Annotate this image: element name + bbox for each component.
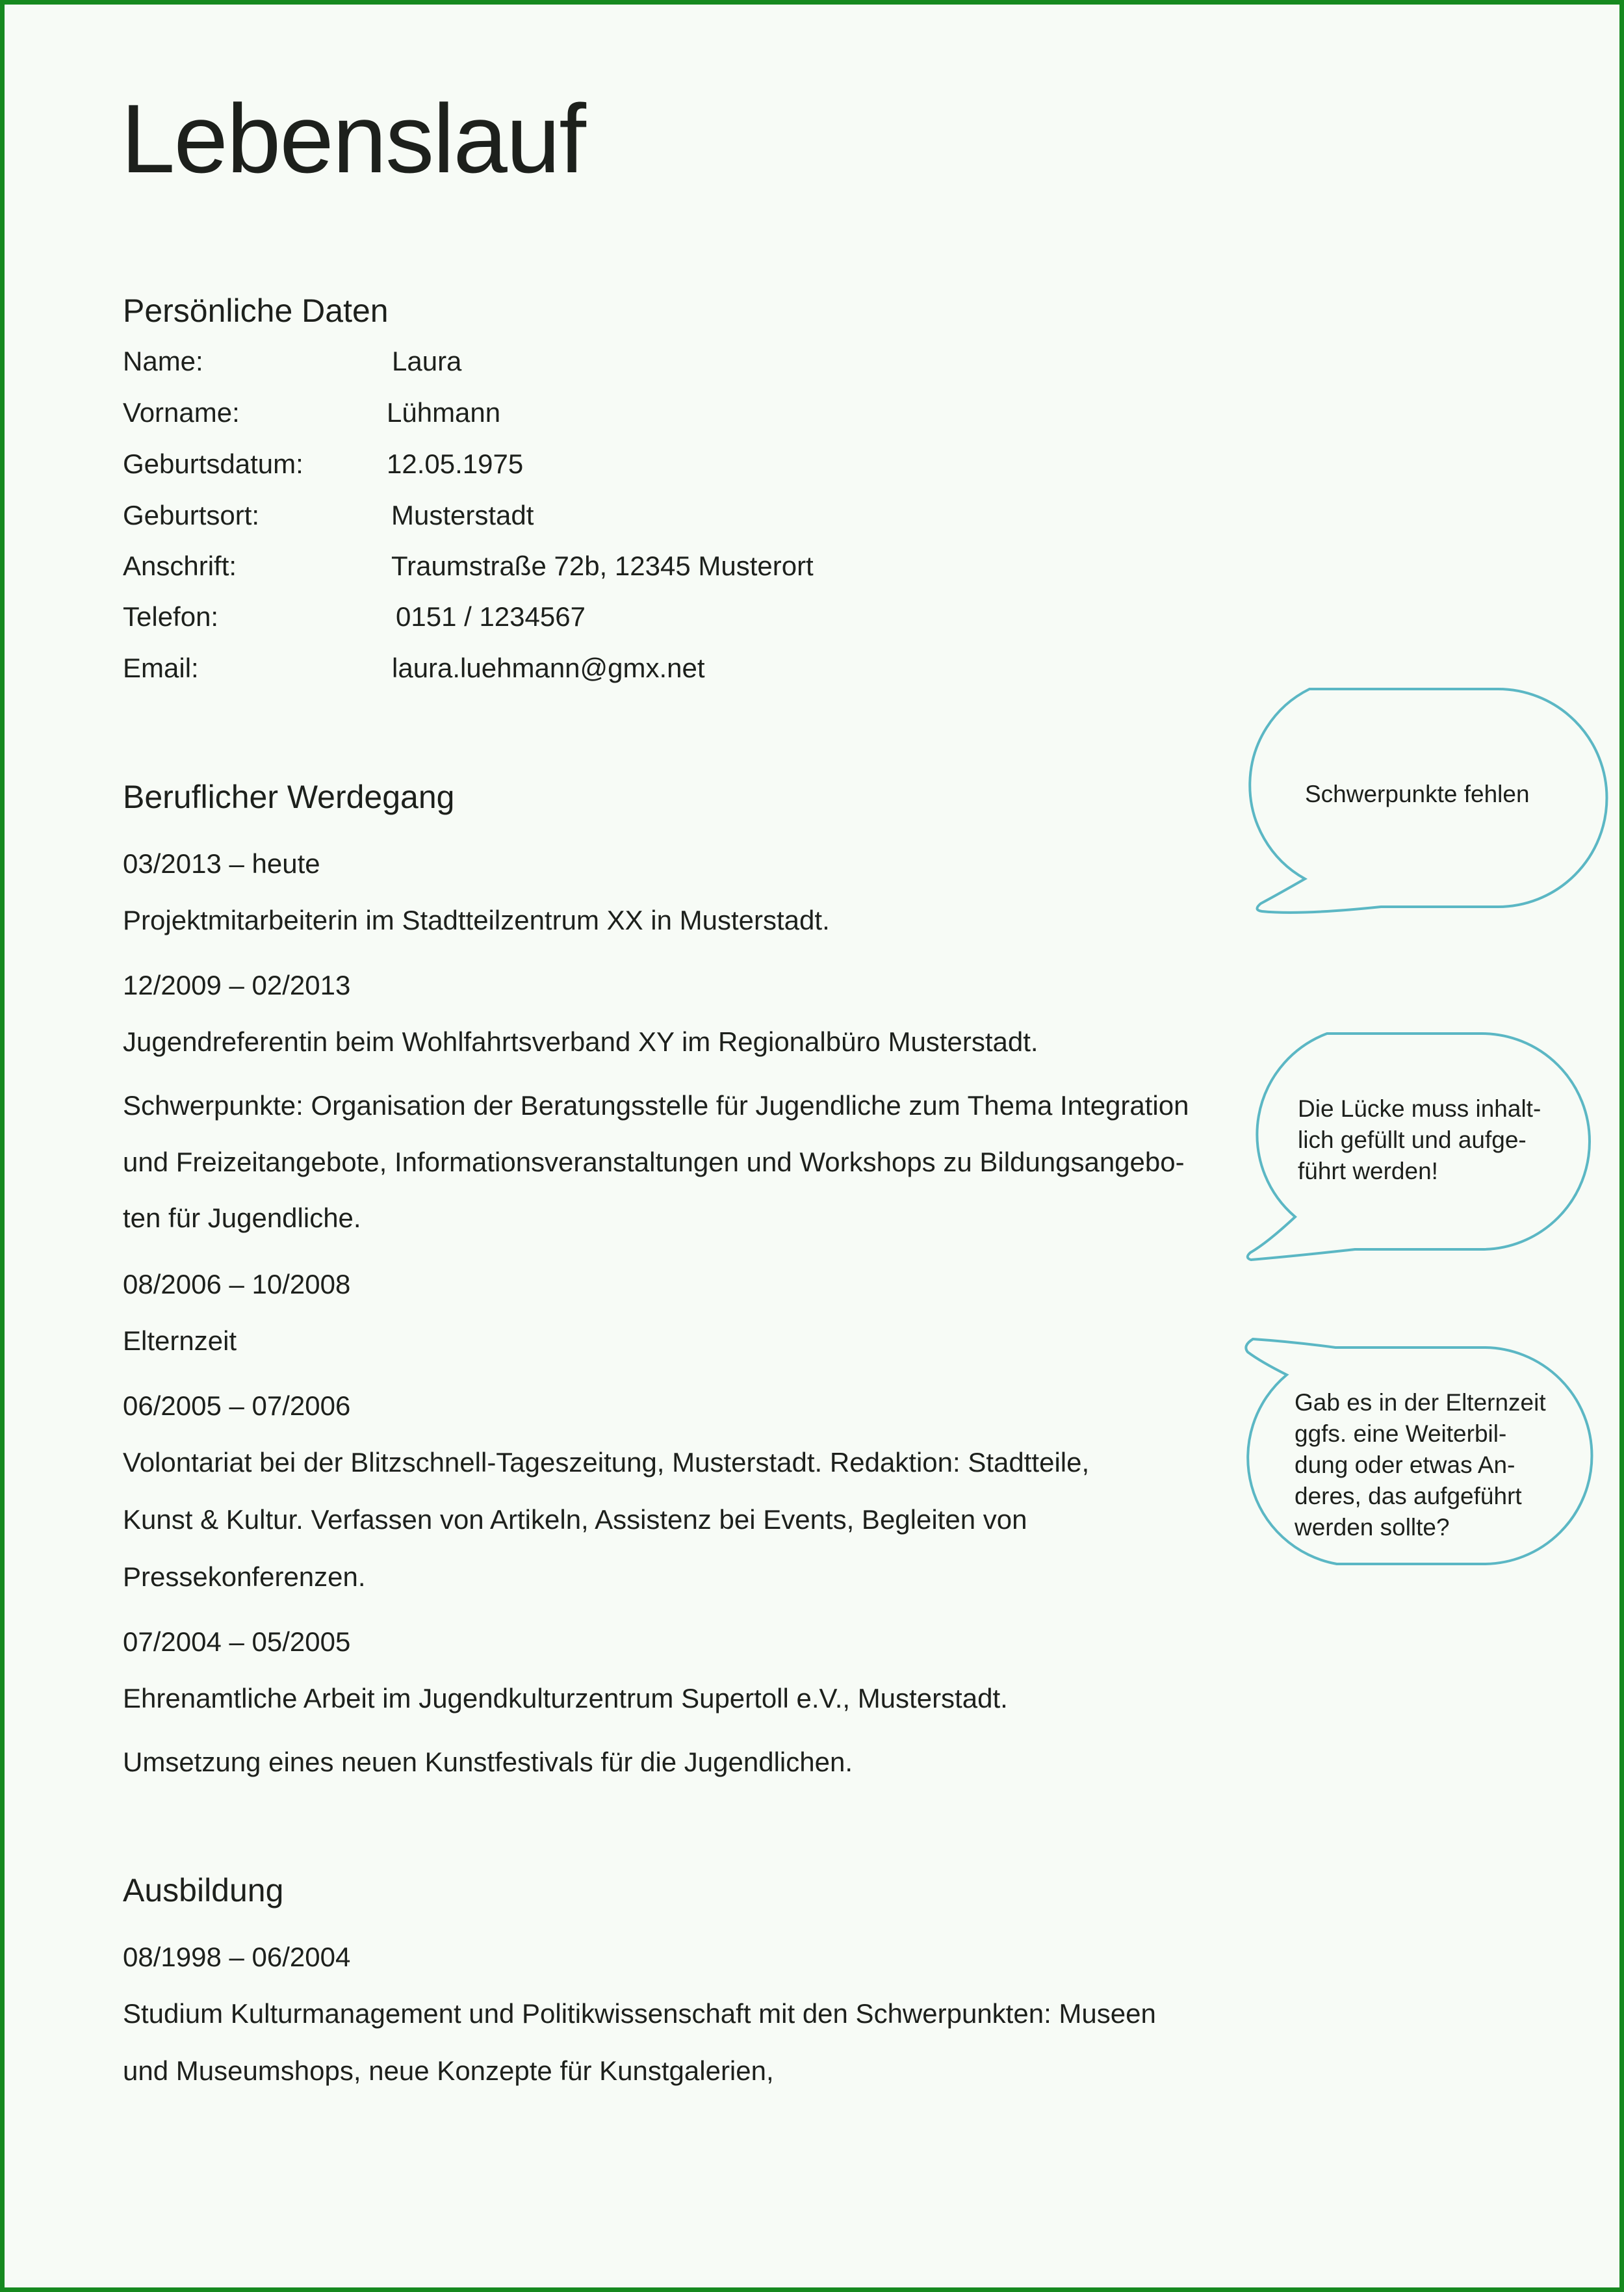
comment-line: führt werden!: [1298, 1158, 1438, 1184]
label-anschrift: Anschrift:: [123, 551, 237, 581]
comment-line: ggfs. eine Weiterbil-: [1295, 1420, 1507, 1447]
label-name: Name:: [123, 346, 203, 376]
career-text-line: Kunst & Kultur. Verfassen von Artikeln, Assistenz bei Events, Begleiten von: [123, 1504, 1027, 1535]
value-anschrift: Traumstraße 72b, 12345 Musterort: [391, 551, 814, 581]
comment-line: dung oder etwas An-: [1295, 1452, 1515, 1478]
career-text: Ehrenamtliche Arbeit im Jugendkulturzentrum Supertoll e.V., Musterstadt.: [123, 1683, 1008, 1713]
career-detail-line: und Freizeitangebote, Informationsveranstaltungen und Workshops zu Bildungsangebo-: [123, 1147, 1185, 1177]
value-email: laura.luehmann@gmx.net: [392, 653, 705, 683]
career-text: Projektmitarbeiterin im Stadtteilzentrum XX in Musterstadt.: [123, 905, 830, 935]
education-text-line: Studium Kulturmanagement und Politikwissenschaft mit den Schwerpunkten: Museen: [123, 1998, 1156, 2029]
education-text-line: und Museumshops, neue Konzepte für Kunstgalerien,: [123, 2055, 774, 2086]
comment-bubble: [1235, 1333, 1612, 1573]
career-detail-line: Umsetzung eines neuen Kunstfestivals für die Jugendlichen.: [123, 1747, 853, 1777]
page-title: Lebenslauf: [121, 84, 585, 193]
career-text: Jugendreferentin beim Wohlfahrtsverband XY im Regionalbüro Musterstadt.: [123, 1026, 1038, 1057]
label-geburtsdatum: Geburtsdatum:: [123, 449, 303, 479]
value-vorname: Lühmann: [387, 397, 501, 428]
career-text: Elternzeit: [123, 1325, 237, 1356]
comment-line: Schwerpunkte fehlen: [1305, 781, 1530, 807]
label-vorname: Vorname:: [123, 397, 240, 428]
value-telefon: 0151 / 1234567: [396, 601, 586, 632]
comment-bubble: [1235, 683, 1612, 923]
comment-bubble: [1235, 1028, 1612, 1269]
section-heading-career: Beruflicher Werdegang: [123, 779, 455, 815]
comment-line: werden sollte?: [1295, 1514, 1450, 1541]
career-date: 12/2009 – 02/2013: [123, 970, 351, 1000]
section-heading-personal: Persönliche Daten: [123, 293, 389, 329]
comment-line: Die Lücke muss inhalt-: [1298, 1095, 1541, 1122]
career-date: 07/2004 – 05/2005: [123, 1626, 351, 1657]
career-date: 03/2013 – heute: [123, 848, 320, 879]
value-geburtsort: Musterstadt: [391, 500, 534, 530]
label-email: Email:: [123, 653, 199, 683]
label-telefon: Telefon:: [123, 601, 219, 632]
value-name: Laura: [392, 346, 462, 376]
career-date: 06/2005 – 07/2006: [123, 1390, 351, 1421]
label-geburtsort: Geburtsort:: [123, 500, 260, 530]
career-detail-line: ten für Jugendliche.: [123, 1203, 361, 1233]
education-date: 08/1998 – 06/2004: [123, 1942, 351, 1972]
career-text-line: Pressekonferenzen.: [123, 1561, 366, 1592]
career-detail-line: Schwerpunkte: Organisation der Beratungsstelle für Jugendliche zum Thema Integration: [123, 1090, 1189, 1121]
comment-line: Gab es in der Elternzeit: [1295, 1389, 1546, 1416]
career-text-line: Volontariat bei der Blitzschnell-Tageszeitung, Musterstadt. Redaktion: Stadtteile,: [123, 1447, 1090, 1478]
section-heading-education: Ausbildung: [123, 1872, 284, 1908]
career-date: 08/2006 – 10/2008: [123, 1269, 351, 1299]
comment-line: deres, das aufgeführt: [1295, 1483, 1522, 1509]
comment-line: lich gefüllt und aufge-: [1298, 1126, 1527, 1153]
value-geburtsdatum: 12.05.1975: [387, 449, 524, 479]
